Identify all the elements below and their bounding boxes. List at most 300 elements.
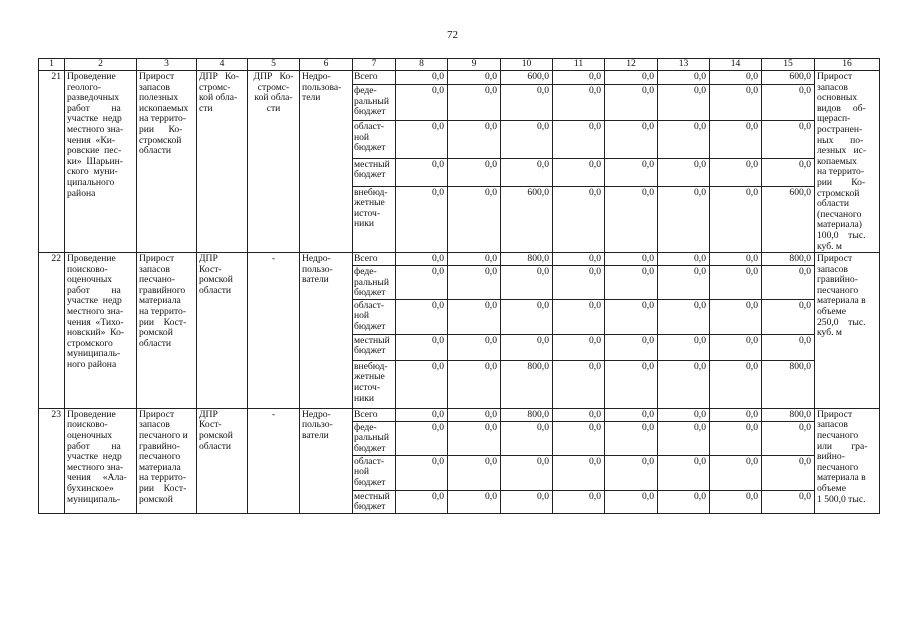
amount-cell: 0,0	[448, 253, 501, 266]
column-header-8: 8	[396, 59, 448, 71]
text-line: материала	[139, 461, 181, 473]
column-header-4: 4	[197, 59, 248, 71]
text-line: ровские пес-	[67, 145, 122, 157]
amount-cell: 0,0	[396, 421, 448, 455]
text-line: ватели	[302, 274, 329, 286]
amount-cell: 0,0	[605, 266, 658, 300]
text-line: источ-	[354, 382, 381, 394]
customer	[197, 253, 248, 409]
text-line: куб. м	[817, 240, 842, 252]
amount-cell: 600,0	[762, 186, 815, 253]
amount-cell: 0,0	[605, 186, 658, 253]
amount-cell: 800,0	[501, 408, 553, 421]
text-line: ДПР Ко-	[253, 71, 294, 82]
text-line: Проведение	[67, 253, 116, 265]
text-line: сти	[266, 102, 281, 114]
text-line: основных	[817, 92, 858, 104]
amount-cell: 0,0	[501, 299, 553, 334]
amount-cell: 0,0	[710, 84, 762, 120]
text-line: бюджет	[354, 476, 386, 488]
text-line: области	[199, 284, 232, 296]
budget-table	[38, 58, 880, 514]
executor	[248, 71, 300, 253]
funding-source	[353, 266, 396, 300]
amount-cell: 800,0	[762, 253, 815, 266]
amount-cell: 0,0	[710, 266, 762, 300]
text-line: бюджет	[354, 169, 386, 181]
text-line: или гра-	[817, 440, 868, 452]
text-line: ского муни-	[67, 166, 118, 178]
text-line: материала	[139, 295, 181, 307]
amount-cell: 0,0	[710, 334, 762, 360]
amount-cell: 0,0	[605, 71, 658, 85]
text-line: стромс-	[257, 81, 290, 93]
text-line: объеме	[817, 306, 846, 318]
funding-source	[353, 490, 396, 513]
text-line: кой обла-	[254, 92, 293, 104]
amount-cell: 0,0	[501, 421, 553, 455]
text-line: внебюд-	[354, 186, 388, 198]
amount-cell: 0,0	[605, 408, 658, 421]
amount-cell: 0,0	[553, 421, 605, 455]
amount-cell: 0,0	[448, 490, 501, 513]
text-line: источ-	[354, 207, 381, 219]
text-line: запасов	[817, 419, 848, 431]
column-header-1: 1	[39, 59, 65, 71]
text-line: тели	[302, 92, 321, 104]
text-line: местный	[354, 158, 390, 170]
amount-cell: 0,0	[448, 121, 501, 159]
text-line: Прирост	[139, 71, 175, 82]
amount-cell: 0,0	[658, 421, 710, 455]
text-line: бюджет	[354, 321, 386, 333]
funding-source	[353, 158, 396, 186]
text-line: пользо-	[302, 263, 333, 275]
amount-cell: 0,0	[553, 490, 605, 513]
funding-source	[353, 299, 396, 334]
text-line: материала в	[817, 295, 866, 307]
customer	[197, 71, 248, 253]
text-line: Всего	[354, 408, 378, 420]
amount-cell: 0,0	[710, 490, 762, 513]
text-line: чения «Ала-	[67, 472, 127, 484]
funding-source	[353, 455, 396, 490]
text-line: полезных	[139, 92, 179, 104]
amount-cell: 0,0	[710, 455, 762, 490]
item-number: 23	[39, 408, 65, 513]
amount-cell: 0,0	[605, 360, 658, 408]
text-line: копаемых	[817, 155, 857, 167]
text-line: Недро-	[302, 408, 331, 420]
expected-outcome	[815, 253, 880, 409]
amount-cell: 0,0	[553, 84, 605, 120]
amount-cell: 0,0	[658, 253, 710, 266]
text-line: поисково-	[67, 419, 108, 431]
amount-cell: 0,0	[396, 490, 448, 513]
amount-cell: 0,0	[553, 408, 605, 421]
text-line: ральный	[354, 95, 390, 107]
amount-cell: 0,0	[658, 158, 710, 186]
participants	[300, 71, 353, 253]
text-line: новский» Ко-	[67, 327, 125, 339]
text-line: на террито-	[139, 113, 187, 125]
amount-cell: 0,0	[710, 421, 762, 455]
text-line: участке недр	[67, 295, 122, 307]
table-row	[39, 71, 880, 85]
amount-cell: 0,0	[658, 266, 710, 300]
expected-outcome	[815, 408, 880, 513]
text-line: запасов	[139, 419, 170, 431]
text-line: гравийно-	[139, 440, 180, 452]
text-line: песчано-	[139, 274, 175, 286]
page-number: 72	[447, 29, 458, 41]
amount-cell: 0,0	[762, 490, 815, 513]
text-line: области	[817, 198, 850, 210]
amount-cell: 0,0	[553, 158, 605, 186]
amount-cell: 0,0	[448, 421, 501, 455]
amount-cell: 0,0	[396, 360, 448, 408]
funding-source	[353, 334, 396, 360]
amount-cell: 0,0	[396, 299, 448, 334]
amount-cell: 0,0	[658, 71, 710, 85]
amount-cell: 0,0	[762, 421, 815, 455]
text-line: местного зна-	[67, 306, 124, 318]
amount-cell: 0,0	[553, 299, 605, 334]
text-line: песчаного	[817, 461, 859, 473]
executor	[248, 253, 300, 409]
amount-cell: 0,0	[448, 186, 501, 253]
text-line: запасов	[139, 81, 170, 93]
amount-cell: 0,0	[762, 121, 815, 159]
amount-cell: 0,0	[762, 84, 815, 120]
text-line: рии Кост-	[139, 483, 187, 495]
header-row	[39, 59, 880, 71]
amount-cell: 0,0	[501, 455, 553, 490]
text-line: материала в	[817, 472, 866, 484]
column-header-7: 7	[353, 59, 396, 71]
text-line: песчаного	[817, 430, 859, 442]
text-line: феде-	[354, 266, 377, 278]
text-line: работ на	[67, 102, 121, 114]
text-line: ральный	[354, 432, 390, 444]
text-line: запасов	[817, 263, 848, 275]
amount-cell: 0,0	[605, 121, 658, 159]
text-line: Прирост	[817, 71, 853, 82]
text-line: Недро-	[302, 253, 331, 265]
text-line: ной	[354, 310, 370, 322]
column-header-12: 12	[605, 59, 658, 71]
amount-cell: 0,0	[658, 84, 710, 120]
amount-cell: 0,0	[396, 121, 448, 159]
text-line: област-	[354, 299, 385, 311]
text-line: пользова-	[302, 81, 342, 93]
text-line: пользо-	[302, 419, 333, 431]
text-line: оценочных	[67, 430, 113, 442]
amount-cell: 0,0	[448, 266, 501, 300]
amount-cell: 0,0	[658, 490, 710, 513]
text-line: Прирост	[139, 253, 175, 265]
text-line: Прирост	[817, 408, 853, 420]
text-line: области	[139, 337, 172, 349]
amount-cell: 0,0	[605, 253, 658, 266]
amount-cell: 0,0	[710, 253, 762, 266]
amount-cell: 0,0	[501, 490, 553, 513]
amount-cell: 0,0	[658, 360, 710, 408]
work-description	[65, 253, 137, 409]
amount-cell: 0,0	[448, 158, 501, 186]
text-line: жетные	[354, 197, 385, 209]
amount-cell: 0,0	[605, 490, 658, 513]
text-line: песчаного	[817, 284, 859, 296]
amount-cell: 0,0	[710, 360, 762, 408]
amount-cell: 0,0	[658, 299, 710, 334]
text-line: поисково-	[67, 263, 108, 275]
funding-source	[353, 408, 396, 421]
amount-cell: 0,0	[448, 360, 501, 408]
text-line: муниципаль-	[67, 493, 121, 505]
amount-cell: 0,0	[501, 121, 553, 159]
text-line: стромской	[139, 134, 182, 146]
amount-cell: 0,0	[605, 421, 658, 455]
amount-cell: 0,0	[396, 84, 448, 120]
funding-source	[353, 71, 396, 85]
text-line: ной	[354, 466, 370, 478]
amount-cell: 800,0	[762, 408, 815, 421]
text-line: области	[139, 145, 172, 157]
text-line: местный	[354, 490, 390, 502]
table-row	[39, 408, 880, 421]
text-line: Прирост	[139, 408, 175, 420]
amount-cell: 0,0	[605, 455, 658, 490]
text-line: бюджет	[354, 443, 386, 455]
text-line: бухинское»	[67, 483, 114, 495]
column-header-14: 14	[710, 59, 762, 71]
text-line: разведочных	[67, 92, 120, 104]
text-line: ромской	[139, 327, 173, 339]
amount-cell: 0,0	[553, 455, 605, 490]
column-header-9: 9	[448, 59, 501, 71]
text-line: Прирост	[817, 253, 853, 265]
text-line: Проведение	[67, 408, 116, 420]
amount-cell: 0,0	[396, 71, 448, 85]
text-line: ДПР	[199, 408, 218, 420]
funding-source	[353, 121, 396, 159]
amount-cell: 0,0	[396, 334, 448, 360]
text-line: щерасп-	[817, 113, 851, 125]
text-line: (песчаного	[817, 208, 862, 220]
text-line: ники	[354, 218, 375, 230]
text-line: стромского	[67, 337, 113, 349]
column-header-16: 16	[815, 59, 880, 71]
text-line: местного зна-	[67, 123, 124, 135]
funding-source	[353, 186, 396, 253]
text-line: стромс-	[199, 81, 231, 93]
text-line: феде-	[354, 84, 377, 96]
text-line: ватели	[302, 430, 329, 442]
text-line: ципального	[67, 176, 115, 188]
amount-cell: 0,0	[710, 186, 762, 253]
amount-cell: 0,0	[396, 408, 448, 421]
amount-cell: 0,0	[762, 158, 815, 186]
amount-cell: 0,0	[396, 455, 448, 490]
text-line: бюджет	[354, 287, 386, 299]
text-line: 250,0 тыс.	[817, 316, 866, 328]
amount-cell: 600,0	[762, 71, 815, 85]
text-line: на террито-	[139, 472, 187, 484]
amount-cell: 0,0	[605, 334, 658, 360]
amount-cell: 0,0	[553, 121, 605, 159]
executor	[248, 408, 300, 513]
text-line: Кост-	[199, 419, 222, 431]
expected-result	[137, 71, 197, 253]
text-line: ДПР Ко-	[199, 71, 239, 82]
text-line: 100,0 тыс.	[817, 229, 866, 241]
amount-cell: 0,0	[448, 299, 501, 334]
text-line: бюджет	[354, 345, 386, 357]
amount-cell: 0,0	[658, 455, 710, 490]
amount-cell: 0,0	[501, 334, 553, 360]
funding-source	[353, 360, 396, 408]
text-line: Проведение	[67, 71, 116, 82]
amount-cell: 0,0	[658, 408, 710, 421]
amount-cell: 0,0	[501, 158, 553, 186]
amount-cell: 0,0	[396, 253, 448, 266]
work-description	[65, 71, 137, 253]
text-line: Всего	[354, 71, 378, 82]
expected-result	[137, 253, 197, 409]
text-line: феде-	[354, 421, 377, 433]
funding-source	[353, 253, 396, 266]
amount-cell: 0,0	[553, 71, 605, 85]
item-number: 21	[39, 71, 65, 253]
amount-cell: 0,0	[396, 266, 448, 300]
work-description	[65, 408, 137, 513]
text-line: гравийного	[139, 284, 186, 296]
amount-cell: 0,0	[710, 299, 762, 334]
text-line: Кост-	[199, 263, 222, 275]
text-line: кой обла-	[199, 92, 238, 104]
text-line: ромской	[199, 274, 233, 286]
amount-cell: 0,0	[448, 71, 501, 85]
amount-cell: 0,0	[448, 334, 501, 360]
amount-cell: 800,0	[501, 360, 553, 408]
column-header-15: 15	[762, 59, 815, 71]
amount-cell: 0,0	[553, 186, 605, 253]
text-line: рии Кост-	[139, 316, 187, 328]
text-line: бюджет	[354, 501, 386, 513]
expected-outcome	[815, 71, 880, 253]
text-line: ДПР	[199, 253, 218, 265]
text-line: област-	[354, 121, 385, 133]
amount-cell: 0,0	[658, 334, 710, 360]
amount-cell: 800,0	[501, 253, 553, 266]
text-line: на террито-	[817, 166, 865, 178]
text-line: рии Ко-	[139, 123, 183, 135]
text-line: -	[271, 253, 276, 265]
text-line: ной	[354, 131, 370, 143]
amount-cell: 0,0	[553, 253, 605, 266]
text-line: сти	[199, 102, 213, 114]
amount-cell: 0,0	[710, 121, 762, 159]
text-line: 1 500,0 тыс.	[817, 493, 866, 505]
text-line: района	[67, 187, 96, 199]
text-line: чения «Ки-	[67, 134, 116, 146]
text-line: жетные	[354, 371, 385, 383]
amount-cell: 800,0	[762, 360, 815, 408]
table-row	[39, 253, 880, 266]
text-line: объеме	[817, 483, 846, 495]
text-line: ромской	[199, 430, 233, 442]
text-line: област-	[354, 455, 385, 467]
text-line: песчаного и	[139, 430, 188, 442]
text-line: ки» Шарьин-	[67, 155, 123, 167]
column-header-3: 3	[137, 59, 197, 71]
text-line: ного района	[67, 359, 117, 371]
amount-cell: 0,0	[762, 455, 815, 490]
amount-cell: 0,0	[710, 71, 762, 85]
text-line: Всего	[354, 253, 378, 265]
text-line: видов об-	[817, 102, 866, 114]
text-line: бюджет	[354, 106, 386, 118]
text-line: муниципаль-	[67, 348, 121, 360]
amount-cell: 0,0	[762, 334, 815, 360]
amount-cell: 0,0	[448, 408, 501, 421]
amount-cell: 0,0	[605, 84, 658, 120]
amount-cell: 0,0	[501, 266, 553, 300]
amount-cell: 600,0	[501, 71, 553, 85]
text-line: области	[199, 440, 232, 452]
text-line: запасов	[139, 263, 170, 275]
column-header-2: 2	[65, 59, 137, 71]
text-line: геолого-	[67, 81, 102, 93]
amount-cell: 0,0	[658, 121, 710, 159]
text-line: лезных ис-	[817, 145, 867, 157]
text-line: ральный	[354, 276, 390, 288]
text-line: вийно-	[817, 451, 845, 463]
column-header-5: 5	[248, 59, 300, 71]
text-line: песчаного	[139, 451, 181, 463]
amount-cell: 0,0	[501, 84, 553, 120]
text-line: -	[271, 408, 276, 420]
text-line: гравийно-	[817, 274, 858, 286]
text-line: на террито-	[139, 306, 187, 318]
item-number: 22	[39, 253, 65, 409]
text-line: Недро-	[302, 71, 331, 82]
text-line: внебюд-	[354, 360, 388, 372]
amount-cell: 0,0	[448, 455, 501, 490]
amount-cell: 0,0	[553, 266, 605, 300]
participants	[300, 408, 353, 513]
funding-source	[353, 421, 396, 455]
text-line: местного зна-	[67, 461, 124, 473]
amount-cell: 0,0	[448, 84, 501, 120]
amount-cell: 0,0	[710, 408, 762, 421]
text-line: запасов	[817, 81, 848, 93]
text-line: куб. м	[817, 327, 842, 339]
text-line: ископаемых	[139, 102, 189, 114]
text-line: чения «Тихо-	[67, 316, 124, 328]
amount-cell: 0,0	[553, 360, 605, 408]
amount-cell: 0,0	[396, 158, 448, 186]
text-line: рии Ко-	[817, 176, 866, 188]
text-line: ники	[354, 392, 375, 404]
amount-cell: 0,0	[658, 186, 710, 253]
expected-result	[137, 408, 197, 513]
amount-cell: 0,0	[605, 299, 658, 334]
customer	[197, 408, 248, 513]
text-line: участке недр	[67, 113, 122, 125]
text-line: местный	[354, 334, 390, 346]
